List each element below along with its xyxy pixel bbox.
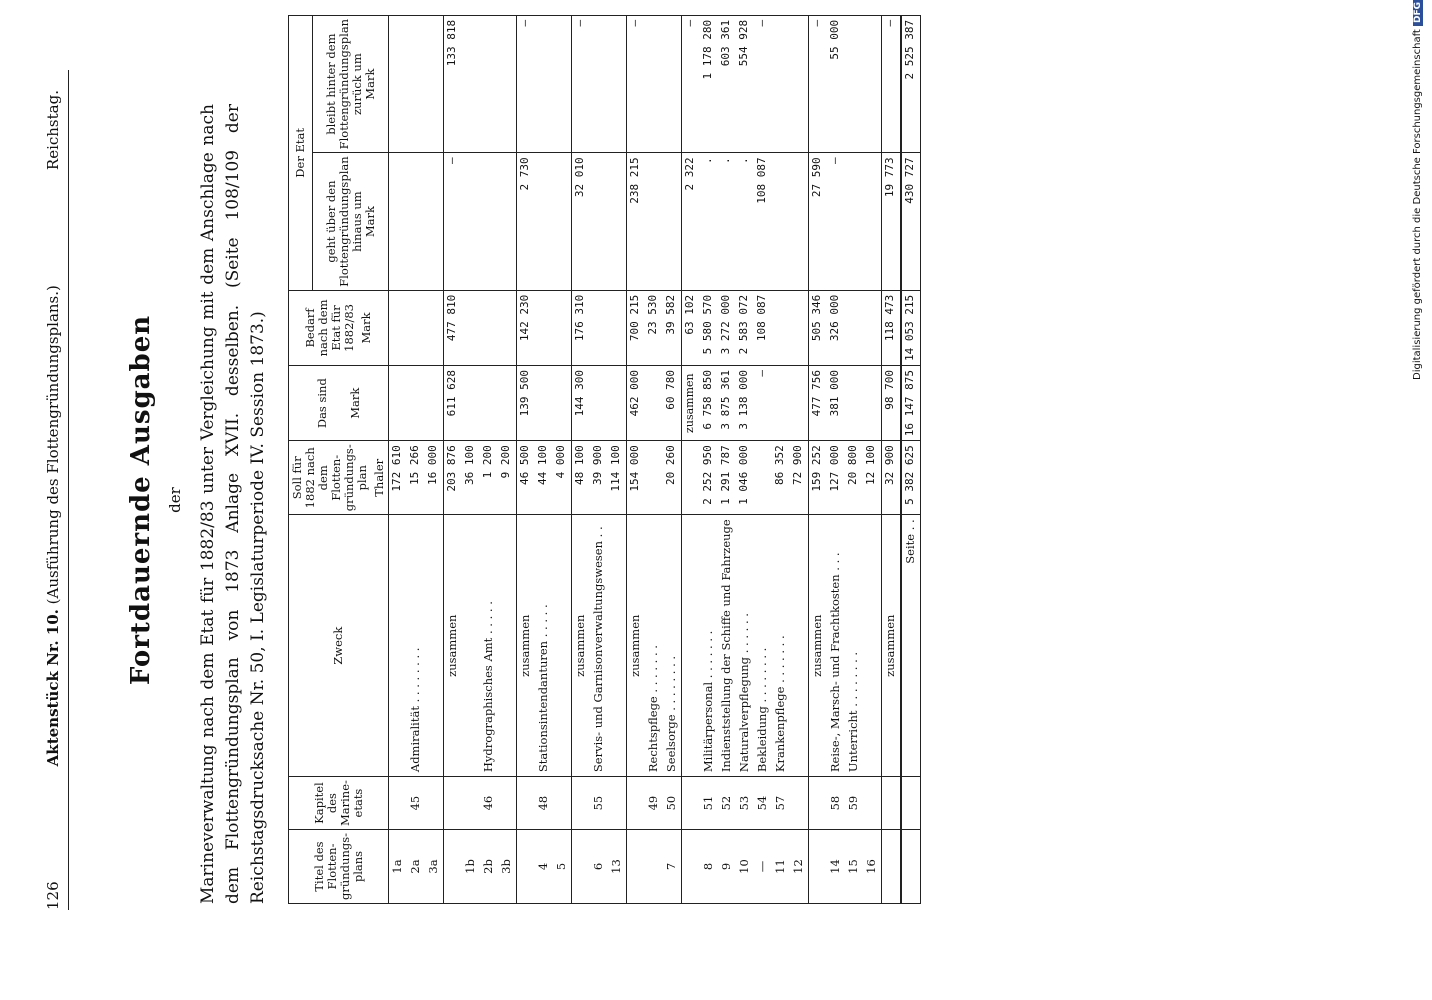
cell-kapitel	[462, 777, 480, 830]
table-row	[608, 15, 627, 903]
cell-soll: 39 900	[590, 441, 608, 515]
cell-soll: 1 291 787	[718, 441, 736, 515]
cell-zweck	[389, 515, 408, 777]
table-row	[827, 15, 845, 903]
cell-kapitel	[389, 777, 408, 830]
cell-hinter	[590, 15, 608, 152]
cell-ueber: 2 322	[682, 153, 701, 290]
cell-titel	[444, 830, 463, 904]
cell-titel: 3b	[498, 830, 517, 904]
footer-hinter: 2 525 387	[901, 15, 921, 152]
cell-das: 144 300	[572, 366, 591, 441]
col-soll	[289, 441, 389, 515]
footer-das: 16 147 875	[901, 366, 921, 441]
table-row	[663, 15, 682, 903]
cell-soll: 32 900	[882, 441, 902, 515]
col-bedarf-unit: Mark	[359, 312, 373, 344]
cell-hinter: —	[517, 15, 536, 152]
cell-hinter	[663, 15, 682, 152]
cell-zweck: Unterricht . . . . . . . .	[845, 515, 863, 777]
footer-ueber: 430 727	[901, 153, 921, 290]
cell-soll: 16 000	[425, 441, 444, 515]
cell-hinter	[389, 15, 408, 152]
cell-kapitel: 45	[407, 777, 425, 830]
cell-zweck: zusammen	[572, 515, 591, 777]
cell-das: 60 780	[663, 366, 682, 441]
cell-zweck	[790, 515, 809, 777]
cell-kapitel	[682, 777, 701, 830]
cell-titel: 2b	[480, 830, 498, 904]
cell-ueber	[645, 153, 663, 290]
cell-zweck: Seelsorge . . . . . . . .	[663, 515, 682, 777]
table-row	[772, 15, 790, 903]
cell-ueber: —	[827, 153, 845, 290]
cell-bedarf	[535, 290, 553, 365]
cell-bedarf: 108 087	[754, 290, 772, 365]
cell-titel	[882, 830, 902, 904]
cell-titel: 3a	[425, 830, 444, 904]
table-row	[627, 15, 646, 903]
cell-ueber	[608, 153, 627, 290]
cell-hinter: —	[809, 15, 828, 152]
cell-ueber: .	[736, 153, 754, 290]
col-bleibt-hinter-unit: Mark	[362, 68, 377, 100]
col-titel: Titel des Flotten-gründungs-plans	[289, 830, 389, 904]
cell-bedarf: 39 582	[663, 290, 682, 365]
col-das-sind-unit: Mark	[347, 387, 362, 419]
cell-ueber	[772, 153, 790, 290]
cell-kapitel	[882, 777, 902, 830]
cell-das: 3 138 000	[736, 366, 754, 441]
cell-zweck: Militärpersonal . . . . . . .	[700, 515, 718, 777]
table-row	[407, 15, 425, 903]
cell-titel: 9	[718, 830, 736, 904]
cell-das	[590, 366, 608, 441]
cell-das: 462 000	[627, 366, 646, 441]
cell-ueber	[480, 153, 498, 290]
table-row	[498, 15, 517, 903]
cell-ueber	[845, 153, 863, 290]
cell-soll: 114 100	[608, 441, 627, 515]
table-row	[790, 15, 809, 903]
cell-zweck	[608, 515, 627, 777]
cell-bedarf	[590, 290, 608, 365]
cell-das: 611 628	[444, 366, 463, 441]
cell-ueber	[663, 153, 682, 290]
cell-titel	[809, 830, 828, 904]
col-geht-ueber-unit: Mark	[362, 206, 377, 238]
cell-soll: 1 200	[480, 441, 498, 515]
cell-bedarf: 23 530	[645, 290, 663, 365]
cell-soll: 159 252	[809, 441, 828, 515]
table-row	[389, 15, 408, 903]
cell-ueber: 238 215	[627, 153, 646, 290]
cell-ueber	[863, 153, 882, 290]
cell-zweck: zusammen	[882, 515, 902, 777]
cell-soll: 15 266	[407, 441, 425, 515]
cell-soll: 203 876	[444, 441, 463, 515]
cell-soll: 48 100	[572, 441, 591, 515]
table-row	[444, 15, 463, 903]
cell-ueber: 32 010	[572, 153, 591, 290]
table-row	[845, 15, 863, 903]
cell-das: —	[754, 366, 772, 441]
cell-kapitel: 49	[645, 777, 663, 830]
cell-titel: 4	[535, 830, 553, 904]
cell-titel: 1b	[462, 830, 480, 904]
cell-das: 381 000	[827, 366, 845, 441]
cell-hinter	[407, 15, 425, 152]
cell-soll: 72 900	[790, 441, 809, 515]
cell-kapitel	[498, 777, 517, 830]
dfg-logo: DFG	[1413, 0, 1423, 26]
col-bleibt-hinter-label: bleibt hinter dem Flottengründungsplan zurück um	[323, 18, 364, 150]
table-row	[517, 15, 536, 903]
expenditure-table	[288, 15, 921, 904]
cell-das	[845, 366, 863, 441]
table-row	[809, 15, 828, 903]
table-row	[572, 15, 591, 903]
cell-titel: 5	[553, 830, 572, 904]
cell-kapitel	[444, 777, 463, 830]
cell-soll: 46 500	[517, 441, 536, 515]
cell-hinter	[845, 15, 863, 152]
col-der-etat: Der Etat	[289, 15, 313, 290]
cell-soll: 20 800	[845, 441, 863, 515]
cell-hinter: —	[627, 15, 646, 152]
cell-zweck: Hydrographisches Amt . . . . .	[480, 515, 498, 777]
cell-soll: 154 000	[627, 441, 646, 515]
doc-reference-title: Aktenstück Nr. 10.	[44, 609, 62, 767]
cell-das	[425, 366, 444, 441]
cell-titel: 14	[827, 830, 845, 904]
cell-hinter: 133 818	[444, 15, 463, 152]
col-soll-label: Soll für 1882 nach dem Flotten-gründungs-plan	[290, 444, 369, 512]
cell-das	[608, 366, 627, 441]
intro-text: Marineverwaltung nach dem Etat für 1882/83 unter Vergleichung mit dem Anschlage nach dem Flottengründungsplan von 1873 Anlage XVII. desselben. (Seite 108/109 der Reichstagsdrucksache Nr. 50, I. Legislaturperiode IV. Session 1873.)	[198, 104, 268, 904]
table-row	[425, 15, 444, 903]
cell-zweck	[498, 515, 517, 777]
table-header-row	[289, 15, 313, 903]
cell-kapitel: 52	[718, 777, 736, 830]
cell-titel: 10	[736, 830, 754, 904]
cell-hinter	[772, 15, 790, 152]
col-bedarf	[289, 290, 389, 365]
left-tag: Reichstag.	[44, 90, 62, 171]
cell-bedarf: 477 810	[444, 290, 463, 365]
cell-bedarf: 326 000	[827, 290, 845, 365]
cell-hinter	[535, 15, 553, 152]
cell-zweck	[682, 515, 701, 777]
cell-titel: 16	[863, 830, 882, 904]
cell-kapitel: 59	[845, 777, 863, 830]
cell-hinter	[645, 15, 663, 152]
table-row	[480, 15, 498, 903]
cell-zweck: Indienststellung der Schiffe und Fahrzeuge	[718, 515, 736, 777]
cell-hinter	[608, 15, 627, 152]
cell-titel: 13	[608, 830, 627, 904]
cell-ueber: .	[718, 153, 736, 290]
cell-zweck	[553, 515, 572, 777]
cell-titel	[645, 830, 663, 904]
cell-kapitel	[863, 777, 882, 830]
cell-ueber	[425, 153, 444, 290]
cell-titel: 7	[663, 830, 682, 904]
cell-zweck: Naturalverpflegung . . . . . .	[736, 515, 754, 777]
footer-bedarf: 14 053 215	[901, 290, 921, 365]
cell-das	[553, 366, 572, 441]
cell-titel	[572, 830, 591, 904]
cell-hinter: —	[682, 15, 701, 152]
cell-zweck: Admiralität . . . . . . . .	[407, 515, 425, 777]
cell-kapitel: 48	[535, 777, 553, 830]
col-bedarf-label: Bedarf nach dem Etat für 1882/83	[303, 299, 356, 357]
table-row	[535, 15, 553, 903]
cell-ueber: 19 773	[882, 153, 902, 290]
cell-zweck: Stationsintendanturen . . . . .	[535, 515, 553, 777]
cell-titel	[517, 830, 536, 904]
cell-bedarf	[845, 290, 863, 365]
cell-kapitel: 54	[754, 777, 772, 830]
page-number: 126	[44, 881, 62, 910]
cell-bedarf	[480, 290, 498, 365]
cell-bedarf: 176 310	[572, 290, 591, 365]
cell-bedarf: 118 473	[882, 290, 902, 365]
cell-soll	[645, 441, 663, 515]
cell-soll: 20 260	[663, 441, 682, 515]
cell-ueber	[553, 153, 572, 290]
cell-ueber	[498, 153, 517, 290]
cell-zweck: Servis- und Garnisonverwaltungswesen . .	[590, 515, 608, 777]
cell-kapitel	[553, 777, 572, 830]
table-row	[553, 15, 572, 903]
doc-reference-sub: (Ausführung des Flottengründungsplans.)	[44, 285, 62, 605]
cell-kapitel	[809, 777, 828, 830]
table-row	[882, 15, 902, 903]
table-row	[718, 15, 736, 903]
cell-soll: 36 100	[462, 441, 480, 515]
cell-bedarf: 5 580 570	[700, 290, 718, 365]
cell-titel: 6	[590, 830, 608, 904]
col-das-sind	[289, 366, 389, 441]
cell-zweck: zusammen	[517, 515, 536, 777]
cell-hinter: —	[572, 15, 591, 152]
cell-bedarf	[462, 290, 480, 365]
cell-ueber: 2 730	[517, 153, 536, 290]
page-subtitle: der	[166, 487, 184, 513]
dfg-notice-text: Digitalisierung gefördert durch die Deutsche Forschungsgemeinschaft	[1412, 29, 1423, 380]
cell-titel: —	[754, 830, 772, 904]
cell-hinter	[498, 15, 517, 152]
cell-ueber	[389, 153, 408, 290]
cell-kapitel: 46	[480, 777, 498, 830]
footer-row	[901, 15, 921, 903]
cell-hinter	[480, 15, 498, 152]
cell-bedarf	[608, 290, 627, 365]
table-row	[754, 15, 772, 903]
cell-das: 477 756	[809, 366, 828, 441]
cell-soll: 127 000	[827, 441, 845, 515]
cell-das: 98 700	[882, 366, 902, 441]
cell-soll: 12 100	[863, 441, 882, 515]
cell-zweck	[425, 515, 444, 777]
cell-ueber: .	[700, 153, 718, 290]
cell-das	[772, 366, 790, 441]
cell-bedarf	[553, 290, 572, 365]
cell-soll	[754, 441, 772, 515]
cell-bedarf: 505 346	[809, 290, 828, 365]
cell-hinter	[425, 15, 444, 152]
cell-ueber	[407, 153, 425, 290]
dfg-notice	[1412, 1, 1423, 380]
cell-kapitel	[790, 777, 809, 830]
cell-bedarf: 142 230	[517, 290, 536, 365]
cell-hinter: 554 928	[736, 15, 754, 152]
cell-titel: 11	[772, 830, 790, 904]
cell-zweck: zusammen	[627, 515, 646, 777]
cell-kapitel: 50	[663, 777, 682, 830]
doc-reference	[44, 285, 62, 766]
cell-bedarf: 63 102	[682, 290, 701, 365]
cell-bedarf	[790, 290, 809, 365]
cell-titel: 1a	[389, 830, 408, 904]
cell-kapitel	[572, 777, 591, 830]
footer-kapitel	[901, 777, 921, 830]
cell-titel: 8	[700, 830, 718, 904]
cell-hinter: 603 361	[718, 15, 736, 152]
footer-label: Seite . .	[901, 515, 921, 777]
footer-titel	[901, 830, 921, 904]
cell-kapitel	[608, 777, 627, 830]
cell-kapitel: 51	[700, 777, 718, 830]
cell-das	[480, 366, 498, 441]
table-row	[682, 15, 701, 903]
cell-kapitel: 55	[590, 777, 608, 830]
cell-bedarf: 2 583 072	[736, 290, 754, 365]
cell-zweck	[863, 515, 882, 777]
cell-ueber	[462, 153, 480, 290]
col-soll-unit: Thaler	[372, 458, 386, 497]
cell-kapitel	[627, 777, 646, 830]
cell-ueber: —	[444, 153, 463, 290]
col-geht-ueber	[313, 153, 389, 290]
table-body	[389, 15, 902, 903]
cell-bedarf: 3 272 000	[718, 290, 736, 365]
cell-zweck: zusammen	[444, 515, 463, 777]
cell-bedarf	[863, 290, 882, 365]
cell-das: 6 758 850	[700, 366, 718, 441]
table-row	[645, 15, 663, 903]
cell-zweck: Krankenpflege . . . . . . .	[772, 515, 790, 777]
cell-das: 3 875 361	[718, 366, 736, 441]
table-row	[700, 15, 718, 903]
cell-soll: 1 046 000	[736, 441, 754, 515]
cell-zweck: zusammen	[809, 515, 828, 777]
cell-hinter: 55 000	[827, 15, 845, 152]
running-header	[44, 90, 62, 910]
cell-das	[863, 366, 882, 441]
cell-hinter	[462, 15, 480, 152]
cell-zweck: Reise-, Marsch- und Frachtkosten . . .	[827, 515, 845, 777]
cell-kapitel	[517, 777, 536, 830]
cell-zweck: Bekleidung . . . . . . . .	[754, 515, 772, 777]
cell-soll: 44 100	[535, 441, 553, 515]
cell-kapitel	[425, 777, 444, 830]
cell-zweck	[462, 515, 480, 777]
cell-kapitel: 57	[772, 777, 790, 830]
cell-hinter	[863, 15, 882, 152]
cell-zweck: Rechtspflege . . . . . . .	[645, 515, 663, 777]
table-footer	[901, 15, 921, 903]
footer-soll: 5 382 625	[901, 441, 921, 515]
cell-bedarf	[407, 290, 425, 365]
table-row	[590, 15, 608, 903]
table-row	[462, 15, 480, 903]
cell-titel	[682, 830, 701, 904]
cell-kapitel: 53	[736, 777, 754, 830]
cell-ueber: 108 087	[754, 153, 772, 290]
cell-bedarf: 700 215	[627, 290, 646, 365]
cell-soll: 172 610	[389, 441, 408, 515]
col-kapitel: Kapitel des Marine-etats	[289, 777, 389, 830]
cell-ueber	[790, 153, 809, 290]
cell-kapitel: 58	[827, 777, 845, 830]
cell-das	[790, 366, 809, 441]
cell-titel: 2a	[407, 830, 425, 904]
cell-hinter	[553, 15, 572, 152]
cell-bedarf	[772, 290, 790, 365]
cell-titel	[627, 830, 646, 904]
cell-titel: 12	[790, 830, 809, 904]
cell-soll	[682, 441, 701, 515]
cell-das	[462, 366, 480, 441]
cell-ueber	[590, 153, 608, 290]
cell-hinter: 1 178 280	[700, 15, 718, 152]
cell-das: zusammen	[682, 366, 701, 441]
cell-hinter	[790, 15, 809, 152]
col-geht-ueber-label: geht über den Flottengründungsplan hinaus um	[323, 156, 364, 287]
table-row	[736, 15, 754, 903]
cell-hinter: —	[754, 15, 772, 152]
cell-das	[535, 366, 553, 441]
cell-soll: 2 252 950	[700, 441, 718, 515]
cell-bedarf	[498, 290, 517, 365]
cell-bedarf	[389, 290, 408, 365]
cell-ueber	[535, 153, 553, 290]
cell-das: 139 500	[517, 366, 536, 441]
cell-soll: 9 200	[498, 441, 517, 515]
cell-bedarf	[425, 290, 444, 365]
col-zweck: Zweck	[289, 515, 389, 777]
table-row	[863, 15, 882, 903]
col-bleibt-hinter	[313, 15, 389, 152]
cell-titel: 15	[845, 830, 863, 904]
cell-das	[389, 366, 408, 441]
page-title: Fortdauernde Ausgaben	[126, 314, 156, 686]
cell-hinter: —	[882, 15, 902, 152]
cell-das	[645, 366, 663, 441]
col-das-sind-label: Das sind	[314, 378, 329, 429]
cell-ueber: 27 590	[809, 153, 828, 290]
cell-das	[407, 366, 425, 441]
header-rule	[68, 70, 69, 910]
cell-soll: 4 000	[553, 441, 572, 515]
cell-das	[498, 366, 517, 441]
cell-soll: 86 352	[772, 441, 790, 515]
